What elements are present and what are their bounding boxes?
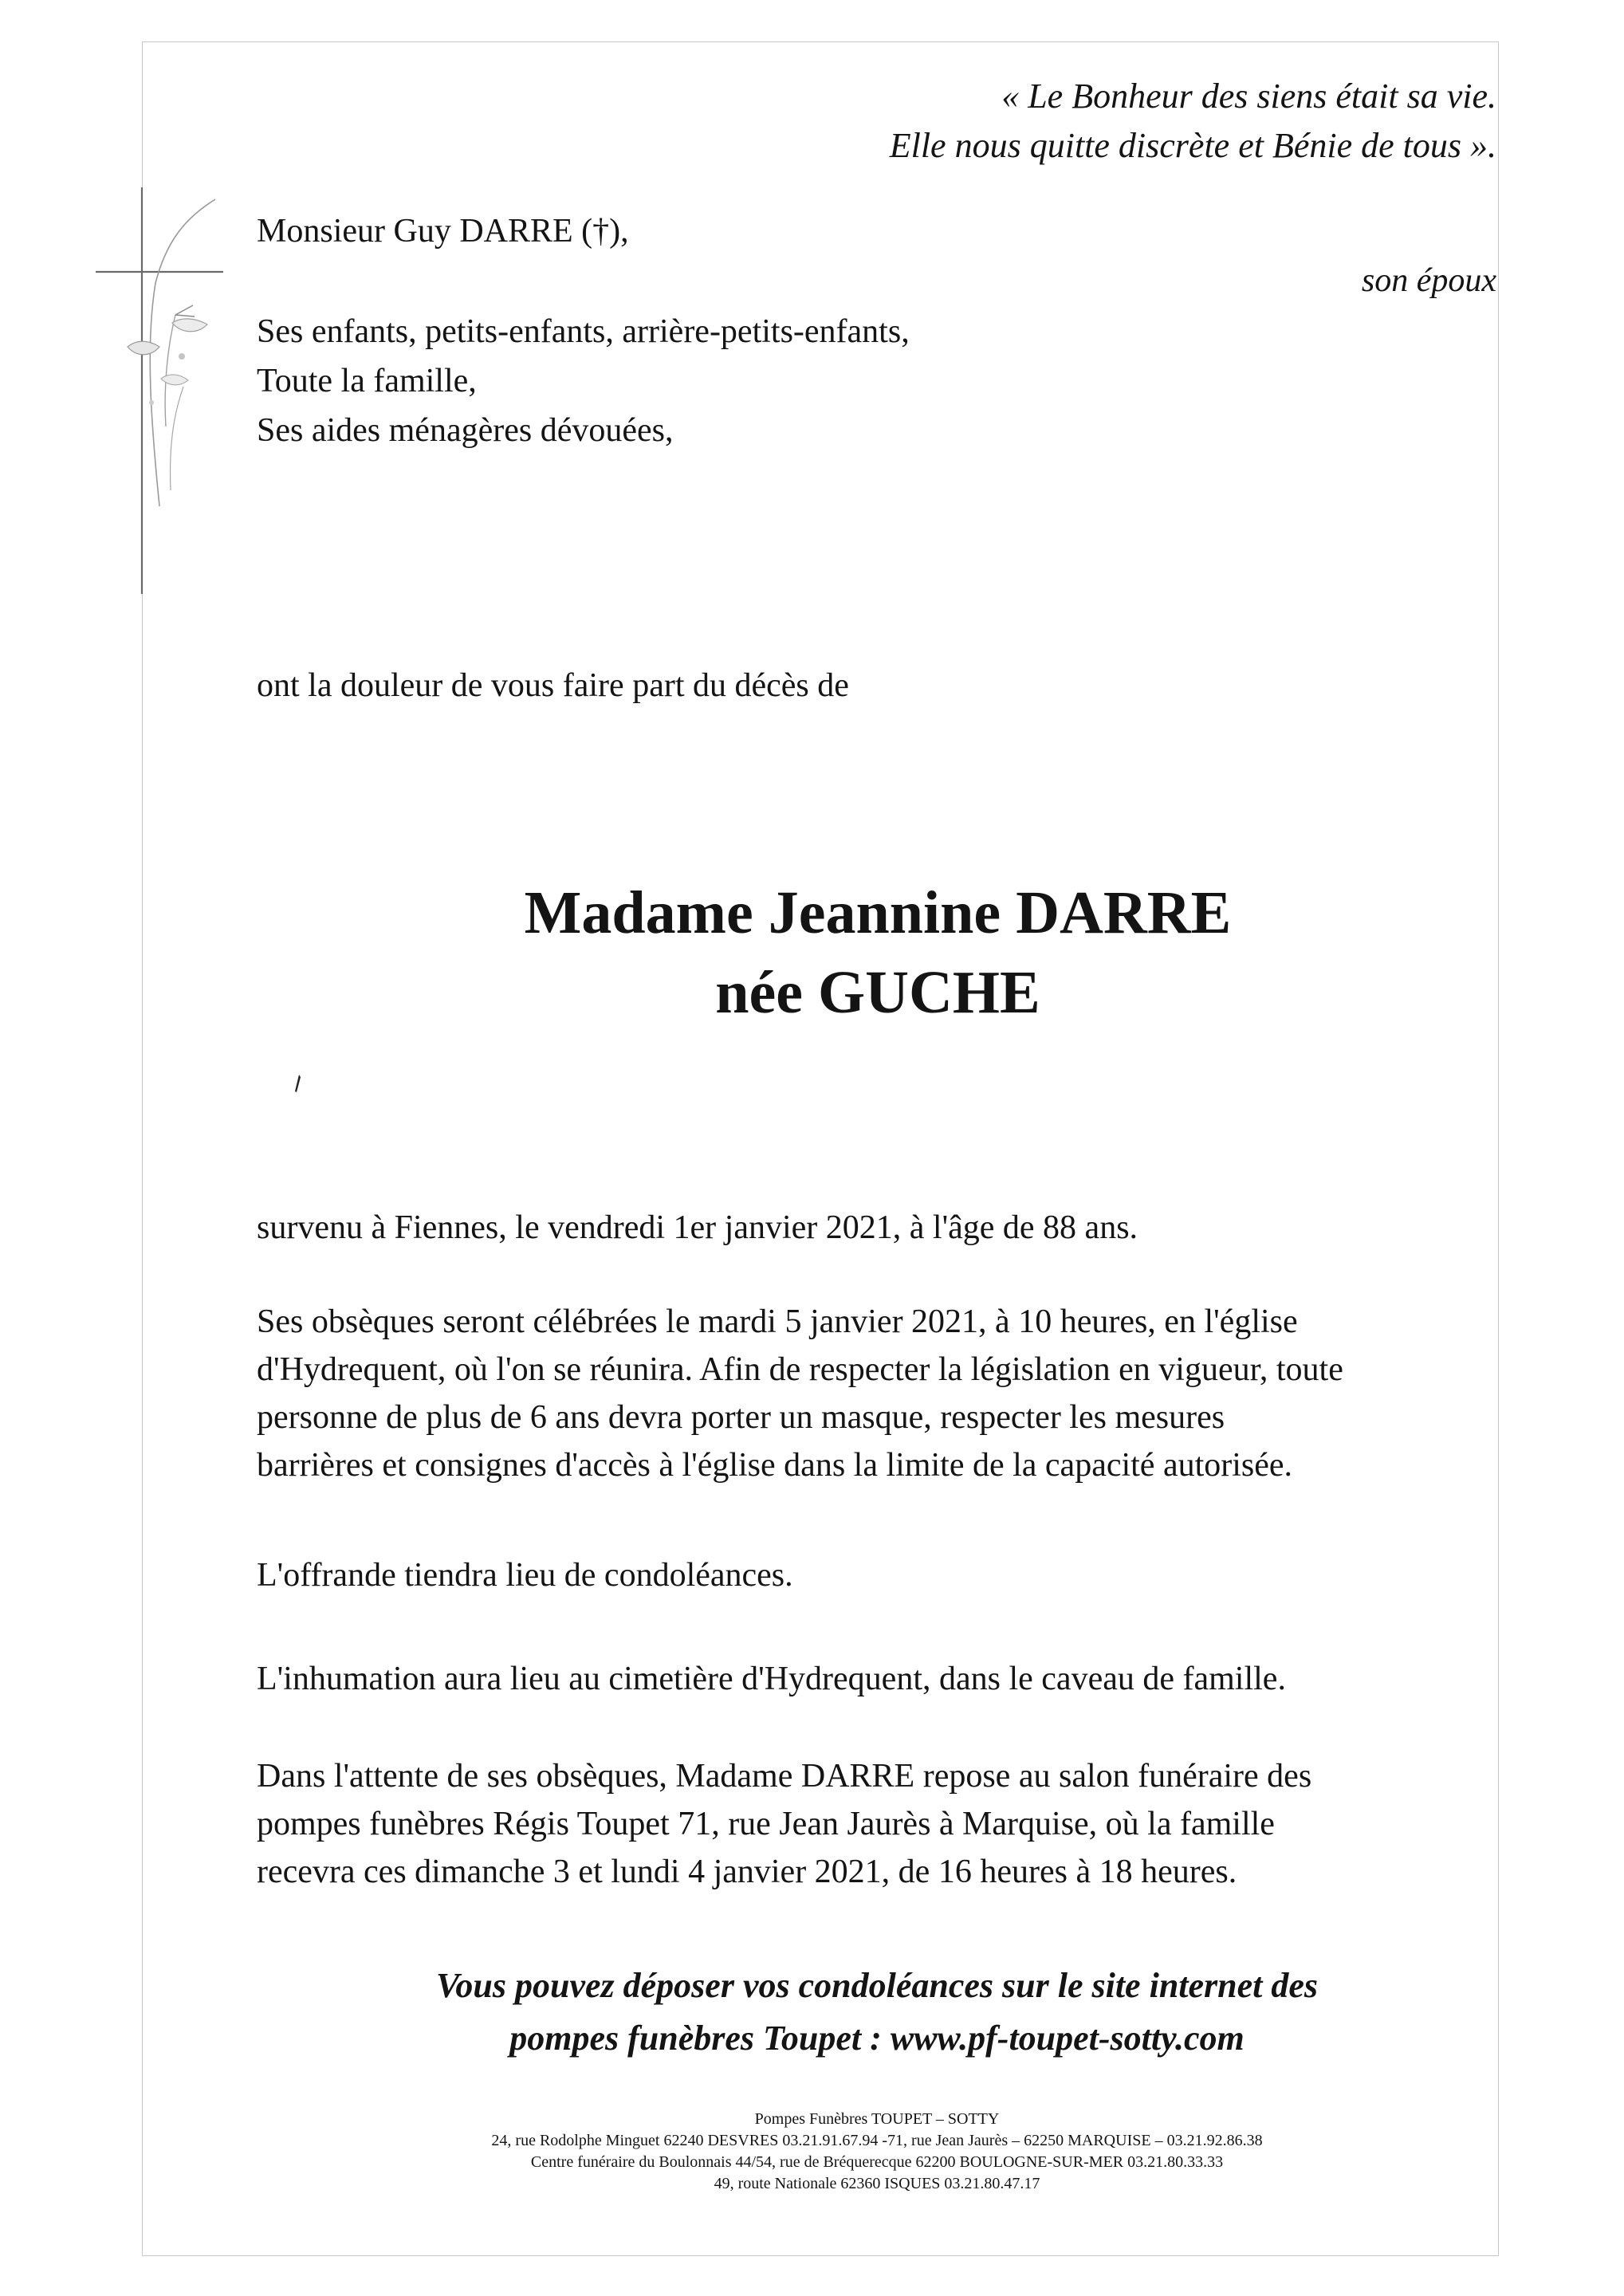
cross-with-lily-icon <box>96 187 239 602</box>
family-line: Toute la famille, <box>257 363 477 399</box>
footer-line: Centre funéraire du Boulonnais 44/54, rue de Bréquerecque 62200 BOULOGNE-SUR-MER 03.21.80.33.33 <box>530 2153 1224 2171</box>
husband-line: Monsieur Guy DARRE (†), <box>257 213 629 250</box>
funeral-line: personne de plus de 6 ans devra porter un masque, respecter les mesures <box>257 1399 1225 1436</box>
deceased-full-name: Madame Jeannine DARRE <box>524 879 1232 946</box>
ink-speck-icon <box>293 1075 301 1092</box>
rest-line: Dans l'attente de ses obsèques, Madame DARRE repose au salon funéraire des <box>257 1758 1312 1795</box>
funeral-line: Ses obsèques seront célébrées le mardi 5 janvier 2021, à 10 heures, en l'église <box>257 1303 1298 1340</box>
rest-line: pompes funèbres Régis Toupet 71, rue Jean Jaurès à Marquise, où la famille <box>257 1806 1275 1842</box>
helpers-line: Ses aides ménagères dévouées, <box>257 412 674 449</box>
deceased-maiden-name: née GUCHE <box>715 959 1040 1026</box>
funeral-line: d'Hydrequent, où l'on se réunira. Afin de respecter la législation en vigueur, toute <box>257 1351 1343 1388</box>
funeral-line: barrières et consignes d'accès à l'église dans la limite de la capacité autorisée. <box>257 1447 1293 1484</box>
children-line: Ses enfants, petits-enfants, arrière-petits-enfants, <box>257 313 910 350</box>
husband-role: son époux <box>1361 262 1496 299</box>
funeral-home-footer <box>257 2109 1497 2195</box>
deceased-name <box>257 873 1499 1032</box>
rest-paragraph <box>257 1752 1497 1896</box>
announcement-line: ont la douleur de vous faire part du décès de <box>257 667 849 704</box>
rest-line: recevra ces dimanche 3 et lundi 4 janvier 2021, de 16 heures à 18 heures. <box>257 1854 1237 1890</box>
funeral-paragraph <box>257 1298 1497 1489</box>
epigraph-line: « Le Bonheur des siens était sa vie. <box>1001 77 1496 116</box>
burial-paragraph: L'inhumation aura lieu au cimetière d'Hydrequent, dans le caveau de famille. <box>257 1661 1286 1697</box>
condolences-line: pompes funèbres Toupet : www.pf-toupet-sotty.com <box>509 2019 1245 2058</box>
offering-paragraph: L'offrande tiendra lieu de condoléances. <box>257 1557 793 1594</box>
footer-line: 49, route Nationale 62360 ISQUES 03.21.80.47.17 <box>714 2175 1040 2192</box>
epigraph-line: Elle nous quitte discrète et Bénie de tous ». <box>889 126 1496 165</box>
footer-line: Pompes Funèbres TOUPET – SOTTY <box>754 2110 1000 2128</box>
footer-line: 24, rue Rodolphe Minguet 62240 DESVRES 03.21.91.67.94 -71, rue Jean Jaurès – 62250 MARQUISE – 03.21.92.86.38 <box>491 2132 1263 2149</box>
condolences-notice <box>257 1960 1497 2065</box>
epigraph <box>890 72 1496 171</box>
condolences-line: Vous pouvez déposer vos condoléances sur le site internet des <box>435 1966 1319 2005</box>
death-paragraph: survenu à Fiennes, le vendredi 1er janvier 2021, à l'âge de 88 ans. <box>257 1209 1138 1246</box>
